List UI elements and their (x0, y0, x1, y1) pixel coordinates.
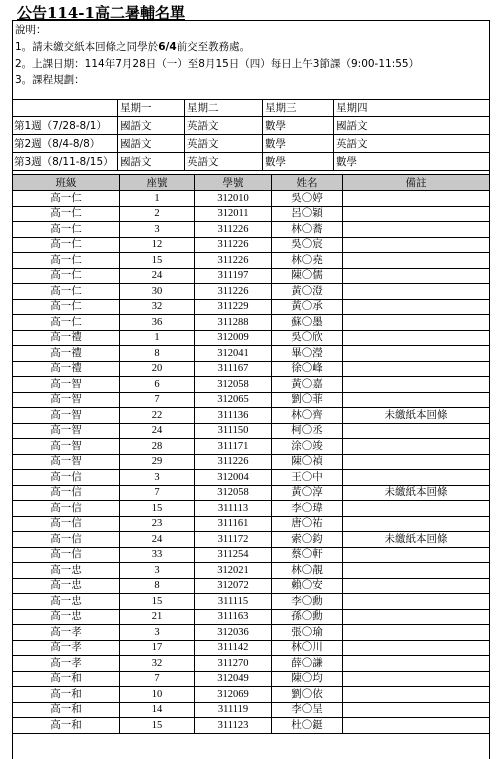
seat-cell: 7 (120, 392, 195, 408)
remarks-cell (343, 718, 490, 734)
schedule-divider (184, 99, 185, 170)
remarks-cell (343, 222, 490, 238)
student-id-cell: 312058 (195, 377, 272, 393)
table-row (13, 501, 490, 517)
remarks-cell (343, 346, 490, 362)
name-cell: 柯〇丞 (272, 423, 343, 439)
class-cell: 高一孝 (13, 656, 120, 672)
student-id-cell: 311226 (195, 284, 272, 300)
schedule-subject: 國語文 (120, 138, 152, 150)
schedule-rule (12, 152, 489, 153)
class-cell: 高一仁 (13, 253, 120, 269)
remarks-cell (343, 625, 490, 641)
notes-heading: 說明： (15, 24, 47, 36)
student-id-cell: 311226 (195, 454, 272, 470)
class-cell: 高一信 (13, 485, 120, 501)
table-row (13, 718, 490, 734)
student-id-cell: 311226 (195, 237, 272, 253)
remarks-cell (343, 516, 490, 532)
remarks-cell (343, 392, 490, 408)
remarks-cell (343, 656, 490, 672)
schedule-subject: 國語文 (336, 120, 368, 132)
seat-cell: 1 (120, 191, 195, 207)
table-row (13, 485, 490, 501)
remarks-cell (343, 501, 490, 517)
class-cell: 高一禮 (13, 346, 120, 362)
name-cell: 林〇堯 (272, 253, 343, 269)
class-cell: 高一禮 (13, 330, 120, 346)
table-row (13, 532, 490, 548)
table-row (13, 563, 490, 579)
name-cell: 呂〇穎 (272, 206, 343, 222)
remarks-cell: 未繳紙本回條 (343, 408, 490, 424)
class-cell: 高一忠 (13, 594, 120, 610)
seat-cell: 3 (120, 470, 195, 486)
remarks-cell: 未繳紙本回條 (343, 485, 490, 501)
class-cell: 高一仁 (13, 299, 120, 315)
name-cell: 畢〇瀅 (272, 346, 343, 362)
schedule-subject: 數學 (265, 156, 286, 168)
student-id-cell: 311197 (195, 268, 272, 284)
student-id-cell: 311150 (195, 423, 272, 439)
schedule-subject: 國語文 (120, 120, 152, 132)
seat-cell: 3 (120, 625, 195, 641)
table-row (13, 315, 490, 331)
class-cell: 高一信 (13, 516, 120, 532)
seat-cell: 15 (120, 501, 195, 517)
schedule-day-header: 星期二 (187, 102, 219, 114)
student-id-cell: 311113 (195, 501, 272, 517)
remarks-cell (343, 687, 490, 703)
table-row (13, 702, 490, 718)
name-cell: 劉〇依 (272, 687, 343, 703)
seat-cell: 7 (120, 485, 195, 501)
table-row (13, 191, 490, 207)
table-row (13, 594, 490, 610)
schedule-divider (333, 99, 334, 170)
remarks-cell (343, 253, 490, 269)
remarks-cell (343, 191, 490, 207)
class-cell: 高一仁 (13, 268, 120, 284)
schedule-rule (12, 99, 489, 100)
student-id-cell: 311288 (195, 315, 272, 331)
class-cell: 高一和 (13, 671, 120, 687)
remarks-cell: 未繳紙本回條 (343, 532, 490, 548)
table-row (13, 578, 490, 594)
class-cell: 高一智 (13, 392, 120, 408)
seat-cell: 28 (120, 439, 195, 455)
seat-cell: 21 (120, 609, 195, 625)
class-cell: 高一信 (13, 547, 120, 563)
student-id-cell: 312036 (195, 625, 272, 641)
name-cell: 徐〇峰 (272, 361, 343, 377)
class-cell: 高一智 (13, 439, 120, 455)
table-row (13, 284, 490, 300)
schedule-week-label: 第2週（8/4-8/8） (14, 138, 101, 150)
class-cell: 高一忠 (13, 609, 120, 625)
name-cell: 蘇〇墨 (272, 315, 343, 331)
name-cell: 李〇瑋 (272, 501, 343, 517)
table-row (13, 454, 490, 470)
remarks-cell (343, 315, 490, 331)
seat-cell: 1 (120, 330, 195, 346)
student-id-cell: 311115 (195, 594, 272, 610)
student-id-cell: 312004 (195, 470, 272, 486)
notes-line-1 (15, 39, 250, 54)
student-id-cell: 312021 (195, 563, 272, 579)
class-cell: 高一智 (13, 454, 120, 470)
name-cell: 薛〇謙 (272, 656, 343, 672)
table-row (13, 625, 490, 641)
seat-cell: 2 (120, 206, 195, 222)
class-cell: 高一信 (13, 501, 120, 517)
schedule-rule (12, 134, 489, 135)
name-cell: 索〇鈞 (272, 532, 343, 548)
student-id-cell: 312010 (195, 191, 272, 207)
remarks-cell (343, 578, 490, 594)
class-cell: 高一仁 (13, 284, 120, 300)
class-cell: 高一和 (13, 702, 120, 718)
class-cell: 高一仁 (13, 222, 120, 238)
class-cell: 高一仁 (13, 191, 120, 207)
name-cell: 劉〇菲 (272, 392, 343, 408)
student-id-cell: 311142 (195, 640, 272, 656)
seat-cell: 14 (120, 702, 195, 718)
student-id-cell: 312065 (195, 392, 272, 408)
name-cell: 吳〇欣 (272, 330, 343, 346)
remarks-cell (343, 470, 490, 486)
class-cell: 高一和 (13, 718, 120, 734)
seat-cell: 24 (120, 268, 195, 284)
remarks-cell (343, 563, 490, 579)
remarks-cell (343, 237, 490, 253)
notes-line-2: 2。上課日期：114年7月28日（一）至8月15日（四）每日上午3節課（9:00-11:55） (15, 58, 420, 70)
class-cell: 高一和 (13, 687, 120, 703)
remarks-cell (343, 640, 490, 656)
student-id-cell: 312058 (195, 485, 272, 501)
class-cell: 高一智 (13, 377, 120, 393)
student-id-cell: 311229 (195, 299, 272, 315)
table-row (13, 470, 490, 486)
seat-cell: 32 (120, 656, 195, 672)
seat-cell: 32 (120, 299, 195, 315)
schedule-week-label: 第1週（7/28-8/1） (14, 120, 107, 132)
remarks-cell (343, 330, 490, 346)
student-id-cell: 312041 (195, 346, 272, 362)
table-row (13, 222, 490, 238)
name-cell: 賴〇安 (272, 578, 343, 594)
name-cell: 杜〇鋌 (272, 718, 343, 734)
table-row (13, 268, 490, 284)
table-row (13, 377, 490, 393)
seat-cell: 29 (120, 454, 195, 470)
table-row (13, 671, 490, 687)
name-cell: 唐〇祐 (272, 516, 343, 532)
seat-cell: 7 (120, 671, 195, 687)
name-cell: 張〇瑜 (272, 625, 343, 641)
seat-cell: 15 (120, 253, 195, 269)
class-cell: 高一信 (13, 532, 120, 548)
name-cell: 李〇呈 (272, 702, 343, 718)
notes-line-1-deadline: 6/4 (158, 41, 177, 53)
class-cell: 高一智 (13, 423, 120, 439)
schedule-divider (262, 99, 263, 170)
remarks-cell (343, 284, 490, 300)
student-id-cell: 312009 (195, 330, 272, 346)
name-cell: 陳〇禎 (272, 454, 343, 470)
remarks-cell (343, 454, 490, 470)
name-cell: 李〇勳 (272, 594, 343, 610)
student-id-cell: 311136 (195, 408, 272, 424)
class-cell: 高一忠 (13, 563, 120, 579)
seat-cell: 15 (120, 594, 195, 610)
table-row (13, 609, 490, 625)
student-id-cell: 311167 (195, 361, 272, 377)
seat-cell: 8 (120, 578, 195, 594)
student-id-cell: 311163 (195, 609, 272, 625)
column-header-name: 姓名 (272, 175, 343, 191)
schedule-divider (117, 99, 118, 170)
name-cell: 黃〇澄 (272, 284, 343, 300)
class-cell: 高一忠 (13, 578, 120, 594)
table-row (13, 299, 490, 315)
name-cell: 吳〇宸 (272, 237, 343, 253)
table-row (13, 392, 490, 408)
name-cell: 涂〇竣 (272, 439, 343, 455)
schedule-rule (12, 170, 489, 171)
notes-line-1-post: 前交至教務處。 (176, 41, 251, 53)
table-row (13, 547, 490, 563)
name-cell: 孫〇勳 (272, 609, 343, 625)
seat-cell: 17 (120, 640, 195, 656)
student-id-cell: 311226 (195, 222, 272, 238)
name-cell: 林〇川 (272, 640, 343, 656)
schedule-day-header: 星期三 (265, 102, 297, 114)
schedule-subject: 國語文 (120, 156, 152, 168)
table-row (13, 206, 490, 222)
name-cell: 王〇中 (272, 470, 343, 486)
schedule-week-label: 第3週（8/11-8/15） (14, 156, 114, 168)
table-row (13, 656, 490, 672)
seat-cell: 20 (120, 361, 195, 377)
class-cell: 高一仁 (13, 315, 120, 331)
student-id-cell: 312011 (195, 206, 272, 222)
remarks-cell (343, 547, 490, 563)
column-header-remarks: 備註 (343, 175, 490, 191)
student-id-cell: 311254 (195, 547, 272, 563)
remarks-cell (343, 268, 490, 284)
class-cell: 高一信 (13, 470, 120, 486)
notes-line-3: 3。課程規劃： (15, 74, 85, 86)
name-cell: 黃〇承 (272, 299, 343, 315)
class-cell: 高一仁 (13, 206, 120, 222)
schedule-subject: 數學 (265, 120, 286, 132)
roster-table (12, 174, 490, 734)
remarks-cell (343, 671, 490, 687)
seat-cell: 3 (120, 563, 195, 579)
remarks-cell (343, 361, 490, 377)
name-cell: 陳〇儒 (272, 268, 343, 284)
seat-cell: 24 (120, 423, 195, 439)
notes-line-1-pre: 1。請未繳交紙本回條之同學於 (15, 41, 159, 53)
student-id-cell: 311270 (195, 656, 272, 672)
schedule-subject: 英語文 (187, 120, 219, 132)
roster-header-row (13, 175, 490, 191)
table-row (13, 516, 490, 532)
seat-cell: 23 (120, 516, 195, 532)
schedule-subject: 數學 (265, 138, 286, 150)
table-row (13, 439, 490, 455)
name-cell: 黃〇淳 (272, 485, 343, 501)
student-id-cell: 311161 (195, 516, 272, 532)
remarks-cell (343, 423, 490, 439)
seat-cell: 33 (120, 547, 195, 563)
table-row (13, 253, 490, 269)
class-cell: 高一孝 (13, 640, 120, 656)
seat-cell: 24 (120, 532, 195, 548)
schedule-day-header: 星期一 (120, 102, 152, 114)
class-cell: 高一仁 (13, 237, 120, 253)
column-header-student-id: 學號 (195, 175, 272, 191)
class-cell: 高一智 (13, 408, 120, 424)
student-id-cell: 311171 (195, 439, 272, 455)
schedule-subject: 數學 (336, 156, 357, 168)
schedule-subject: 英語文 (187, 156, 219, 168)
table-row (13, 330, 490, 346)
remarks-cell (343, 609, 490, 625)
seat-cell: 30 (120, 284, 195, 300)
name-cell: 林〇蕎 (272, 222, 343, 238)
student-id-cell: 312069 (195, 687, 272, 703)
seat-cell: 15 (120, 718, 195, 734)
remarks-cell (343, 206, 490, 222)
table-row (13, 640, 490, 656)
table-row (13, 408, 490, 424)
student-id-cell: 311172 (195, 532, 272, 548)
class-cell: 高一禮 (13, 361, 120, 377)
table-row (13, 237, 490, 253)
name-cell: 陳〇均 (272, 671, 343, 687)
student-id-cell: 311119 (195, 702, 272, 718)
name-cell: 吳〇婷 (272, 191, 343, 207)
student-id-cell: 311226 (195, 253, 272, 269)
schedule-subject: 英語文 (336, 138, 368, 150)
student-id-cell: 311123 (195, 718, 272, 734)
table-row (13, 687, 490, 703)
name-cell: 林〇齊 (272, 408, 343, 424)
seat-cell: 8 (120, 346, 195, 362)
class-cell: 高一孝 (13, 625, 120, 641)
student-id-cell: 312072 (195, 578, 272, 594)
remarks-cell (343, 702, 490, 718)
schedule-subject: 英語文 (187, 138, 219, 150)
name-cell: 蔡〇軒 (272, 547, 343, 563)
seat-cell: 12 (120, 237, 195, 253)
table-row (13, 423, 490, 439)
seat-cell: 3 (120, 222, 195, 238)
schedule-rule (12, 116, 489, 117)
student-id-cell: 312049 (195, 671, 272, 687)
column-header-class: 班級 (13, 175, 120, 191)
seat-cell: 10 (120, 687, 195, 703)
table-row (13, 361, 490, 377)
remarks-cell (343, 377, 490, 393)
page-title: 公告114-1高二暑輔名單 (17, 4, 185, 22)
table-row (13, 346, 490, 362)
name-cell: 林〇靚 (272, 563, 343, 579)
remarks-cell (343, 594, 490, 610)
remarks-cell (343, 439, 490, 455)
seat-cell: 6 (120, 377, 195, 393)
roster-body (13, 191, 490, 734)
schedule-day-header: 星期四 (336, 102, 368, 114)
remarks-cell (343, 299, 490, 315)
seat-cell: 22 (120, 408, 195, 424)
column-header-seat: 座號 (120, 175, 195, 191)
name-cell: 黃〇嘉 (272, 377, 343, 393)
seat-cell: 36 (120, 315, 195, 331)
